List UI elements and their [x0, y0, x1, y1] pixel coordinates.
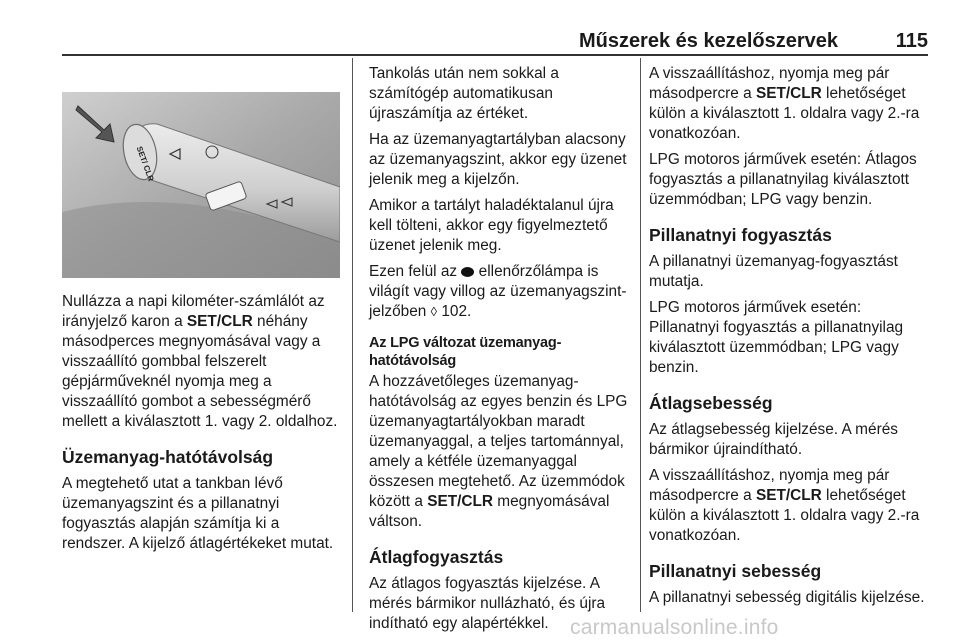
column-1 — [62, 292, 342, 560]
setclr-label: SET/ CLR — [134, 145, 156, 183]
setclr-bold: SET/CLR — [186, 313, 253, 330]
paragraph-lpg-range — [369, 372, 635, 532]
paragraph-lpg-instant: LPG motoros járművek esetén: Pillanatnyi fogyasztás a pillanatnyilag kiválasztott üzemmódban; LPG vagy benzin. — [649, 299, 904, 376]
paragraph-instant-consumption: A pillanatnyi üzemanyag-fogyasztást mutatja. — [649, 253, 898, 290]
heading-fuel-range: Üzemanyag-hatótávolság — [62, 447, 274, 467]
paragraph-lpg-avg: LPG motoros járművek esetén: Átlagos fogyasztás a pillanatnyilag kiválasztott üzemmódban; LPG vagy benzin. — [649, 151, 917, 208]
page-header — [62, 30, 928, 54]
paragraph-avg-speed: Az átlagsebesség kijelzése. A mérés bármikor újraindítható. — [649, 421, 898, 458]
page-ref-icon: ◊ — [430, 304, 438, 319]
heading-instant-speed: Pillanatnyi sebesség — [649, 561, 822, 581]
column-3 — [649, 64, 931, 614]
paragraph-recalc: Tankolás után nem sokkal a számítógép automatikusan újraszámítja az értéket. — [369, 65, 559, 122]
heading-lpg-range: Az LPG változat üzemanyag-hatótávolság — [369, 335, 562, 369]
paragraph-warning: Amikor a tartályt haladéktalanul újra kell tölteni, akkor egy figyelmeztető üzenet jelenik meg. — [369, 197, 614, 254]
heading-instant-consumption: Pillanatnyi fogyasztás — [649, 225, 832, 245]
watermark: carmanualsonline.info — [570, 616, 779, 639]
page-number: 115 — [895, 30, 928, 52]
text: A visszaállításhoz, nyomja meg pár másodpercre a — [649, 467, 890, 504]
paragraph-reset-2 — [649, 466, 931, 546]
text: A visszaállításhoz, nyomja meg pár másodpercre a — [649, 65, 890, 102]
paragraph-instant-speed: A pillanatnyi sebesség digitális kijelzése. — [649, 589, 925, 606]
text: Ezen felül az — [369, 263, 462, 280]
setclr-bold: SET/CLR — [755, 85, 822, 102]
setclr-bold: SET/CLR — [427, 493, 494, 510]
text: 102. — [437, 303, 472, 320]
header-title: Műszerek és kezelőszervek — [578, 30, 838, 52]
text: lehetőséget külön a kiválasztott 1. oldalra vagy 2.-ra vonatkozóan. — [649, 487, 920, 544]
turn-signal-lever-icon — [62, 92, 340, 278]
column-divider-1 — [352, 58, 353, 612]
header-rule — [62, 54, 928, 56]
text: Nullázza a napi kilométer-számlálót az irányjelző karon a — [62, 293, 325, 330]
heading-avg-speed: Átlagsebesség — [649, 393, 773, 413]
text: lehetőséget külön a kiválasztott 1. oldalra vagy 2.-ra vonatkozóan. — [649, 85, 920, 142]
paragraph-reset-1 — [649, 64, 931, 144]
paragraph-avg-consumption: Az átlagos fogyasztás kijelzése. A mérés bármikor nullázható, és újra indítható egy alapértékkel. — [369, 575, 606, 632]
column-divider-2 — [640, 58, 641, 612]
text: megnyomásával váltson. — [369, 493, 610, 530]
text: néhány másodperces megnyomásával vagy a visszaállító gombbal felszerelt gépjárműveknél nyomja meg a visszaállító gombot a sebességmérő mellett a kiválasztott 1. vagy 2. oldalhoz. — [62, 313, 338, 430]
fuel-lamp-icon — [461, 267, 474, 277]
heading-avg-consumption: Átlagfogyasztás — [369, 547, 504, 567]
column-2 — [369, 64, 635, 640]
paragraph-low-fuel: Ha az üzemanyagtartályban alacsony az üzemanyagszint, akkor egy üzenet jelenik meg a kijelzőn. — [369, 131, 627, 188]
text: A hozzávetőleges üzemanyag-hatótávolság az egyes benzin és LPG üzemanyagtartályokban maradt üzemanyaggal, a teljes tartománnyal, amely a kétféle üzemanyaggal összesen megtehető. Az üzemmódok között a — [369, 373, 628, 510]
paragraph-fuel-range: A megtehető utat a tankban lévő üzemanyagszint és a pillanatnyi fogyasztás alapján számítja ki a rendszer. A kijelző átlagértékeket mutat. — [62, 475, 334, 552]
text: ellenőrzőlámpa is világít vagy villog az üzemanyagszint-jelzőben — [369, 263, 627, 320]
lever-illustration — [62, 92, 340, 278]
paragraph-reset-trip — [62, 292, 342, 432]
setclr-bold: SET/CLR — [755, 487, 822, 504]
paragraph-control-lamp — [369, 262, 635, 322]
